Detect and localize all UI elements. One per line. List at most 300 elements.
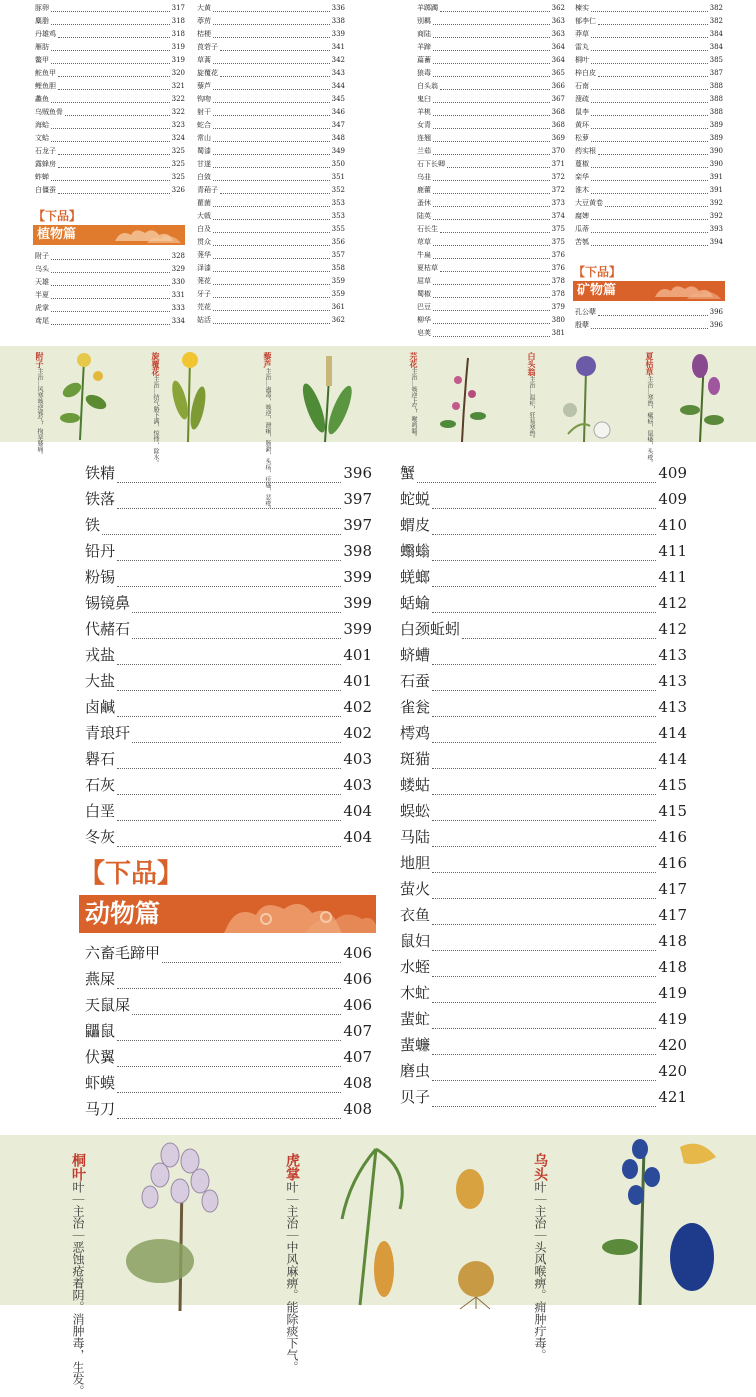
toc-entry[interactable]	[197, 2, 345, 15]
toc-entry[interactable]	[197, 67, 345, 80]
dot-leader	[220, 50, 330, 51]
entry-page-number: 387	[709, 69, 723, 77]
toc-entry[interactable]	[400, 1006, 687, 1032]
toc-entry[interactable]	[85, 1096, 372, 1122]
toc-entry[interactable]	[197, 54, 345, 67]
entry-name: 蜀漆	[197, 147, 211, 155]
entry-name: 石蚕	[400, 672, 431, 690]
herb-caption	[68, 1153, 88, 1397]
toc-entry[interactable]	[197, 314, 345, 327]
toc-entry[interactable]	[197, 158, 345, 171]
entry-name: 豚卵	[35, 4, 49, 12]
toc-entry[interactable]	[575, 28, 723, 41]
herb-description: 叶｜主治｜头风喉痹。	[533, 1181, 547, 1301]
entry-name: 鹿藿	[417, 186, 431, 194]
toc-entry[interactable]	[400, 1084, 687, 1110]
dot-leader	[433, 219, 550, 220]
toc-entry[interactable]	[197, 184, 345, 197]
toc-entry[interactable]	[417, 184, 565, 197]
toc-entry[interactable]	[400, 460, 687, 486]
entry-page-number: 406	[343, 996, 372, 1014]
toc-entry[interactable]	[400, 954, 687, 980]
entry-page-number: 355	[331, 225, 345, 233]
section-title-bar	[79, 895, 376, 933]
toc-entry[interactable]	[400, 668, 687, 694]
entry-name: 楝实	[575, 4, 589, 12]
toc-entry[interactable]	[85, 1070, 372, 1096]
toc-entry[interactable]	[400, 850, 687, 876]
toc-entry[interactable]	[35, 2, 185, 15]
toc-entry[interactable]	[197, 223, 345, 236]
toc-entry[interactable]	[85, 772, 372, 798]
toc-entry[interactable]	[85, 642, 372, 668]
dot-leader	[213, 102, 330, 103]
toc-entry[interactable]	[575, 158, 723, 171]
toc-entry[interactable]	[417, 106, 565, 119]
entry-page-number: 359	[331, 290, 345, 298]
toc-entry[interactable]	[85, 694, 372, 720]
toc-entry[interactable]	[85, 616, 372, 642]
entry-name: 蜣螂	[400, 568, 431, 586]
toc-entry[interactable]	[35, 54, 185, 67]
toc-entry[interactable]	[35, 119, 185, 132]
dot-leader	[432, 1080, 656, 1081]
dot-leader	[432, 1054, 656, 1055]
entry-page-number: 396	[709, 308, 723, 316]
entry-page-number: 410	[658, 516, 687, 534]
entry-name: 葶苈	[197, 17, 211, 25]
entry-name: 蜚虻	[400, 1010, 431, 1028]
entry-page-number: 418	[658, 932, 687, 950]
toc-entry[interactable]	[197, 275, 345, 288]
toc-entry[interactable]	[400, 824, 687, 850]
entry-name: 锡镜鼻	[85, 594, 131, 612]
entry-name: 虾蟆	[85, 1074, 116, 1092]
toc-entry[interactable]	[197, 236, 345, 249]
toc-entry[interactable]	[417, 158, 565, 171]
dot-leader	[432, 794, 656, 795]
entry-name: 蚤休	[417, 199, 431, 207]
dot-leader	[433, 76, 550, 77]
toc-entry[interactable]	[400, 642, 687, 668]
dot-leader	[51, 63, 170, 64]
toc-entry[interactable]	[85, 512, 372, 538]
toc-entry[interactable]	[417, 28, 565, 41]
entry-page-number: 417	[658, 880, 687, 898]
entry-name: 莽草	[575, 30, 589, 38]
dot-leader	[591, 328, 708, 329]
toc-entry[interactable]	[35, 171, 185, 184]
toc-entry[interactable]	[85, 460, 372, 486]
toc-entry[interactable]	[400, 772, 687, 798]
entry-page-number: 319	[171, 43, 185, 51]
toc-entry[interactable]	[197, 145, 345, 158]
entry-name: 天鼠屎	[85, 996, 131, 1014]
toc-column	[575, 306, 723, 332]
entry-page-number: 406	[343, 944, 372, 962]
dot-leader	[432, 1106, 656, 1107]
entry-page-number: 412	[658, 594, 687, 612]
entry-name: 半夏	[35, 291, 49, 299]
toc-entry[interactable]	[197, 28, 345, 41]
herb-caption	[640, 352, 659, 466]
toc-entry[interactable]	[417, 223, 565, 236]
toc-entry[interactable]	[35, 315, 185, 328]
entry-name: 六畜毛蹄甲	[85, 944, 161, 962]
toc-entry[interactable]	[35, 15, 185, 28]
entry-page-number: 329	[171, 265, 185, 273]
dot-leader	[213, 297, 330, 298]
entry-page-number: 413	[658, 646, 687, 664]
toc-entry[interactable]	[575, 54, 723, 67]
dot-leader	[432, 872, 656, 873]
toc-entry[interactable]	[197, 171, 345, 184]
toc-entry[interactable]	[35, 145, 185, 158]
entry-name: 萹蓄	[417, 56, 431, 64]
dot-leader	[433, 154, 550, 155]
toc-entry[interactable]	[417, 119, 565, 132]
dot-leader	[117, 768, 341, 769]
toc-entry[interactable]	[85, 940, 372, 966]
entry-name: 大黄	[197, 4, 211, 12]
toc-entry[interactable]	[575, 145, 723, 158]
entry-name: 腐婢	[575, 212, 589, 220]
toc-entry[interactable]	[85, 824, 372, 850]
toc-entry[interactable]	[575, 197, 723, 210]
entry-page-number: 391	[709, 173, 723, 181]
entry-page-number: 390	[709, 160, 723, 168]
entry-page-number: 384	[709, 30, 723, 38]
toc-entry[interactable]	[85, 590, 372, 616]
toc-entry[interactable]	[85, 966, 372, 992]
entry-page-number: 408	[343, 1074, 372, 1092]
toc-entry[interactable]	[417, 54, 565, 67]
toc-entry[interactable]	[197, 119, 345, 132]
entry-page-number: 411	[658, 568, 687, 586]
toc-entry[interactable]	[417, 2, 565, 15]
herb-caption	[282, 1153, 302, 1373]
toc-entry[interactable]	[197, 106, 345, 119]
toc-column	[35, 2, 185, 197]
toc-entry[interactable]	[35, 276, 185, 289]
toc-entry[interactable]	[417, 132, 565, 145]
toc-entry[interactable]	[417, 197, 565, 210]
dot-leader	[220, 193, 330, 194]
toc-entry[interactable]	[575, 80, 723, 93]
toc-entry[interactable]	[400, 694, 687, 720]
toc-entry[interactable]	[197, 93, 345, 106]
toc-entry[interactable]	[85, 798, 372, 824]
entry-name: 铁	[85, 516, 101, 534]
toc-entry[interactable]	[197, 288, 345, 301]
toc-entry[interactable]	[400, 1032, 687, 1058]
toc-entry[interactable]	[197, 80, 345, 93]
dot-leader	[591, 50, 708, 51]
section-title: 矿物篇	[577, 283, 617, 298]
toc-entry[interactable]	[85, 564, 372, 590]
toc-entry[interactable]	[35, 80, 185, 93]
dot-leader	[591, 11, 708, 12]
toc-entry[interactable]	[197, 262, 345, 275]
toc-entry[interactable]	[417, 275, 565, 288]
entry-name: 贯众	[197, 238, 211, 246]
toc-entry[interactable]	[400, 876, 687, 902]
entry-page-number: 369	[551, 134, 565, 142]
entry-page-number: 336	[331, 4, 345, 12]
toc-entry[interactable]	[85, 538, 372, 564]
toc-entry[interactable]	[197, 197, 345, 210]
entry-name: 商陆	[417, 30, 431, 38]
toc-entry[interactable]	[417, 210, 565, 223]
entry-name: 常山	[197, 134, 211, 142]
dot-leader	[591, 102, 708, 103]
dot-leader	[58, 89, 170, 90]
toc-entry[interactable]	[575, 119, 723, 132]
entry-name: 桔梗	[197, 30, 211, 38]
entry-page-number: 318	[171, 17, 185, 25]
herb-caption	[404, 352, 423, 440]
entry-page-number: 357	[331, 251, 345, 259]
toc-entry[interactable]	[400, 590, 687, 616]
section-title-bar	[573, 281, 725, 301]
entry-name: 虎掌	[35, 304, 49, 312]
entry-page-number: 388	[709, 82, 723, 90]
toc-column	[85, 460, 372, 850]
toc-entry[interactable]	[35, 93, 185, 106]
entry-name: 牙子	[197, 290, 211, 298]
entry-name: 兰茹	[417, 147, 431, 155]
toc-entry[interactable]	[417, 15, 565, 28]
dot-leader	[102, 534, 341, 535]
entry-page-number: 365	[551, 69, 565, 77]
entry-name: 蛴螬	[400, 646, 431, 664]
toc-entry[interactable]	[575, 171, 723, 184]
entry-name: 蛇合	[197, 121, 211, 129]
entry-name: 狼毒	[417, 69, 431, 77]
entry-page-number: 414	[658, 724, 687, 742]
entry-name: 荩草	[417, 238, 431, 246]
toc-entry[interactable]	[417, 262, 565, 275]
toc-entry[interactable]	[575, 106, 723, 119]
entry-page-number: 317	[171, 4, 185, 12]
dot-leader	[432, 508, 656, 509]
cloud-ornament-icon	[95, 225, 185, 245]
dot-leader	[213, 310, 330, 311]
entry-page-number: 338	[331, 17, 345, 25]
toc-entry[interactable]	[35, 28, 185, 41]
toc-column	[400, 460, 687, 1110]
entry-name: 蛇蜕	[400, 490, 431, 508]
entry-name: 芫花	[197, 303, 211, 311]
toc-entry[interactable]	[400, 928, 687, 954]
dot-leader	[132, 1014, 341, 1015]
entry-name: 白垩	[85, 802, 116, 820]
herb-description: 主治…蛊毒，咳逆，泄痢，肠澼，头疡，疥瘙，恶疮。	[264, 368, 271, 512]
toc-entry[interactable]	[575, 236, 723, 249]
entry-name: 羊蹄	[417, 43, 431, 51]
dot-leader	[117, 1066, 341, 1067]
toc-entry[interactable]	[417, 301, 565, 314]
entry-name: 姑活	[197, 316, 211, 324]
entry-page-number: 362	[331, 316, 345, 324]
toc-entry[interactable]	[197, 210, 345, 223]
dot-leader	[433, 37, 550, 38]
entry-page-number: 372	[551, 173, 565, 181]
toc-entry[interactable]	[197, 301, 345, 314]
toc-entry[interactable]	[35, 289, 185, 302]
toc-entry[interactable]	[35, 250, 185, 263]
entry-name: 莨菪子	[197, 43, 218, 51]
entry-name: 郁李仁	[575, 17, 596, 25]
entry-name: 礜石	[85, 750, 116, 768]
entry-page-number: 409	[658, 464, 687, 482]
entry-name: 夏枯草	[417, 264, 438, 272]
toc-entry[interactable]	[575, 2, 723, 15]
entry-name: 乌头	[35, 265, 49, 273]
herb-name: 桐叶	[70, 1153, 86, 1181]
dot-leader	[213, 154, 330, 155]
toc-entry[interactable]	[417, 80, 565, 93]
entry-name: 瓜蒂	[575, 225, 589, 233]
toc-entry[interactable]	[417, 288, 565, 301]
entry-name: 殷孽	[575, 321, 589, 329]
entry-page-number: 411	[658, 542, 687, 560]
entry-page-number: 402	[343, 724, 372, 742]
toc-entry[interactable]	[85, 1018, 372, 1044]
toc-entry[interactable]	[417, 171, 565, 184]
toc-entry[interactable]	[575, 223, 723, 236]
entry-page-number: 344	[331, 82, 345, 90]
toc-entry[interactable]	[575, 67, 723, 80]
toc-entry[interactable]	[85, 486, 372, 512]
toc-entry[interactable]	[85, 992, 372, 1018]
entry-page-number: 396	[343, 464, 372, 482]
cloud-ornament-icon	[196, 895, 376, 933]
entry-name: 射干	[197, 108, 211, 116]
toc-entry[interactable]	[400, 1058, 687, 1084]
toc-entry[interactable]	[35, 41, 185, 54]
entry-name: 水蛭	[400, 958, 431, 976]
toc-entry[interactable]	[85, 746, 372, 772]
dot-leader	[213, 141, 330, 142]
dot-leader	[432, 768, 656, 769]
herb-name: 附子	[35, 352, 44, 368]
entry-page-number: 372	[551, 186, 565, 194]
entry-page-number: 364	[551, 43, 565, 51]
entry-name: 栾华	[575, 173, 589, 181]
toc-entry[interactable]	[417, 314, 565, 327]
dot-leader	[432, 1028, 656, 1029]
toc-entry[interactable]	[400, 564, 687, 590]
toc-entry[interactable]	[575, 184, 723, 197]
toc-entry[interactable]	[35, 132, 185, 145]
cloud-ornament-icon	[635, 281, 725, 301]
toc-entry[interactable]	[35, 106, 185, 119]
toc-entry[interactable]	[197, 132, 345, 145]
entry-page-number: 321	[171, 82, 185, 90]
toc-entry[interactable]	[400, 902, 687, 928]
toc-entry[interactable]	[35, 158, 185, 171]
toc-entry[interactable]	[85, 668, 372, 694]
dot-leader	[433, 50, 550, 51]
toc-entry[interactable]	[417, 41, 565, 54]
toc-entry[interactable]	[575, 41, 723, 54]
toc-entry[interactable]	[35, 263, 185, 276]
toc-entry[interactable]	[400, 980, 687, 1006]
toc-entry[interactable]	[400, 538, 687, 564]
toc-entry[interactable]	[417, 236, 565, 249]
toc-entry[interactable]	[35, 67, 185, 80]
toc-entry[interactable]	[417, 327, 565, 340]
entry-name: 鸢尾	[35, 317, 49, 325]
section-tag: 【下品】	[79, 859, 184, 889]
entry-name: 草蒿	[197, 56, 211, 64]
dot-leader	[51, 272, 170, 273]
entry-page-number: 324	[171, 134, 185, 142]
toc-entry[interactable]	[417, 93, 565, 106]
entry-page-number: 322	[171, 95, 185, 103]
toc-entry[interactable]	[575, 306, 723, 319]
dot-leader	[432, 664, 656, 665]
toc-entry[interactable]	[85, 720, 372, 746]
toc-entry[interactable]	[35, 184, 185, 197]
entry-name: 粉锡	[85, 568, 116, 586]
entry-name: 白头翁	[417, 82, 438, 90]
toc-entry[interactable]	[575, 319, 723, 332]
entry-page-number: 345	[331, 95, 345, 103]
entry-page-number: 323	[171, 121, 185, 129]
toc-entry[interactable]	[197, 15, 345, 28]
entry-page-number: 333	[171, 304, 185, 312]
toc-entry[interactable]	[400, 798, 687, 824]
toc-entry[interactable]	[400, 512, 687, 538]
dot-leader	[213, 89, 330, 90]
entry-name: 磨虫	[400, 1062, 431, 1080]
toc-entry[interactable]	[400, 486, 687, 512]
entry-page-number: 364	[551, 56, 565, 64]
toc-entry[interactable]	[400, 616, 687, 642]
toc-entry[interactable]	[417, 145, 565, 158]
toc-entry[interactable]	[575, 210, 723, 223]
toc-entry[interactable]	[575, 93, 723, 106]
entry-name: 羊桃	[417, 108, 431, 116]
toc-entry[interactable]	[575, 132, 723, 145]
dot-leader	[591, 89, 708, 90]
entry-page-number: 374	[551, 212, 565, 220]
toc-entry[interactable]	[417, 67, 565, 80]
toc-column	[417, 2, 565, 340]
entry-name: 甘遂	[197, 160, 211, 168]
dot-leader	[462, 638, 656, 639]
entry-page-number: 352	[331, 186, 345, 194]
toc-entry[interactable]	[197, 41, 345, 54]
entry-page-number: 420	[658, 1062, 687, 1080]
toc-entry[interactable]	[400, 720, 687, 746]
entry-name: 蜀椒	[417, 290, 431, 298]
toc-entry[interactable]	[400, 746, 687, 772]
dot-leader	[432, 690, 656, 691]
toc-entry[interactable]	[35, 302, 185, 315]
entry-page-number: 361	[331, 303, 345, 311]
toc-entry[interactable]	[575, 15, 723, 28]
herb-description: 痈肿疔毒。	[533, 1301, 547, 1361]
entry-name: 鬼臼	[417, 95, 431, 103]
toc-entry[interactable]	[197, 249, 345, 262]
toc-entry[interactable]	[85, 1044, 372, 1070]
entry-page-number: 404	[343, 828, 372, 846]
herb-illustrations-icon	[0, 1135, 756, 1305]
toc-entry[interactable]	[417, 249, 565, 262]
